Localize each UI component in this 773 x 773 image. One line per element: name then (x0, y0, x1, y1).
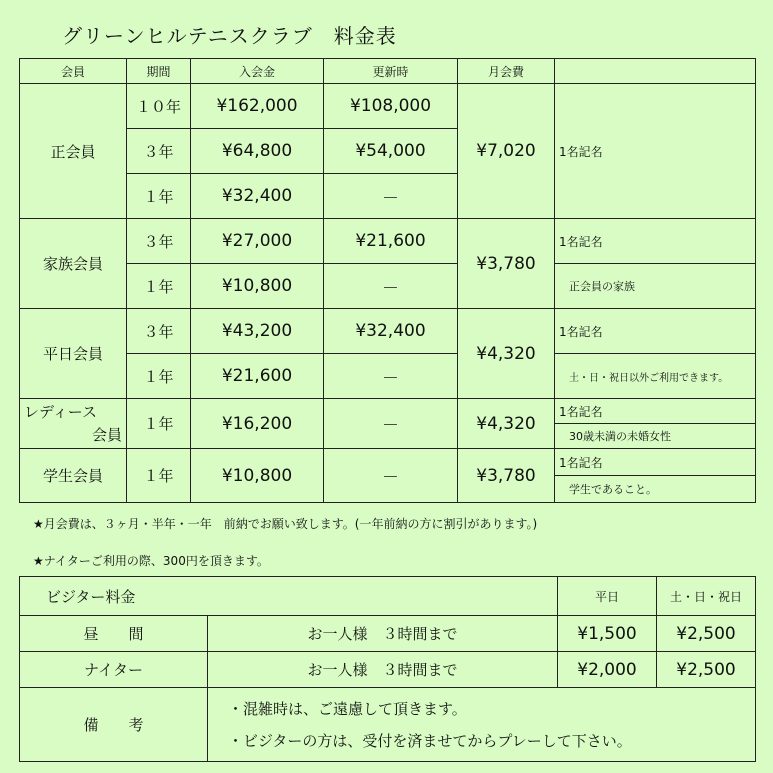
ladies-label-line2: 会員 (91, 425, 122, 444)
list-item: ・混雑時は、ご遠慮して頂きます。 (228, 699, 467, 718)
period-cell: ３年 (127, 219, 191, 264)
weekend-price: ¥2,500 (657, 616, 756, 652)
entry-fee-cell: ¥27,000 (191, 219, 324, 264)
period-cell: １年 (127, 449, 191, 503)
entry-fee-cell: ¥16,200 (191, 399, 324, 449)
visitor-daytime-label: 昼 間 (20, 616, 208, 652)
page-title: グリーンヒルテニスクラブ 料金表 (62, 24, 397, 48)
note-cell: 1名記名 (555, 399, 756, 424)
renewal-fee-cell: － (324, 354, 458, 399)
ladies-label-line1: レディース (24, 402, 98, 421)
student-member-label: 学生会員 (20, 449, 127, 503)
nighter-fee-note: ★ナイターご利用の際、300円を頂きます。 (33, 554, 269, 568)
monthly-fee-cell: ¥7,020 (458, 84, 555, 219)
fee-table-header (20, 59, 756, 84)
header-period: 期間 (127, 59, 191, 84)
period-cell: １年 (127, 174, 191, 219)
monthly-fee-note: ★月会費は、３ヶ月・半年・一年 前納でお願い致します。(一年前納の方に割引があります。) (33, 517, 538, 531)
weekday-member-label: 平日会員 (20, 309, 127, 399)
entry-fee-cell: ¥10,800 (191, 264, 324, 309)
renewal-fee-cell: ¥108,000 (324, 84, 458, 129)
visitor-title: ビジター料金 (20, 577, 558, 616)
renewal-fee-cell: － (324, 449, 458, 503)
entry-fee-cell: ¥10,800 (191, 449, 324, 503)
weekend-price: ¥2,500 (657, 652, 756, 688)
period-cell: １年 (127, 354, 191, 399)
renewal-fee-cell: ¥32,400 (324, 309, 458, 354)
table-row (20, 309, 756, 354)
note-detail-cell: 30歳未満の未婚女性 (555, 424, 756, 449)
visitor-night-label: ナイター (20, 652, 208, 688)
visitor-duration: お一人様 ３時間まで (208, 616, 558, 652)
note-detail-cell: 正会員の家族 (555, 264, 756, 309)
remarks-list (208, 693, 755, 757)
remarks-cell (208, 688, 756, 762)
note-cell: 1名記名 (555, 449, 756, 476)
remarks-label: 備 考 (20, 688, 208, 762)
table-row (20, 399, 756, 424)
note-cell: 1名記名 (555, 84, 756, 219)
period-cell: １年 (127, 399, 191, 449)
note-cell: 1名記名 (555, 309, 756, 354)
note-cell: 1名記名 (555, 219, 756, 264)
table-row (20, 264, 756, 309)
remarks-row (20, 688, 756, 762)
period-cell: １年 (127, 264, 191, 309)
header-note (555, 59, 756, 84)
renewal-fee-cell: － (324, 264, 458, 309)
period-cell: ３年 (127, 129, 191, 174)
weekday-price: ¥2,000 (558, 652, 657, 688)
monthly-fee-cell: ¥4,320 (458, 399, 555, 449)
table-row (20, 84, 756, 129)
table-row (20, 449, 756, 476)
table-row (20, 354, 756, 399)
renewal-fee-cell: ¥21,600 (324, 219, 458, 264)
note-detail-cell: 学生であること。 (555, 476, 756, 503)
monthly-fee-cell: ¥4,320 (458, 309, 555, 399)
entry-fee-cell: ¥43,200 (191, 309, 324, 354)
visitor-fee-table (19, 576, 756, 762)
header-monthly: 月会費 (458, 59, 555, 84)
entry-fee-cell: ¥32,400 (191, 174, 324, 219)
entry-fee-cell: ¥21,600 (191, 354, 324, 399)
header-weekend: 土・日・祝日 (657, 577, 756, 616)
header-entry-fee: 入会金 (191, 59, 324, 84)
list-item: ・ビジターの方は、受付を済ませてからプレーして下さい。 (228, 731, 632, 750)
regular-member-label: 正会員 (20, 84, 127, 219)
header-member: 会員 (20, 59, 127, 84)
ladies-member-label (20, 399, 127, 449)
table-row (20, 652, 756, 688)
header-renewal: 更新時 (324, 59, 458, 84)
table-row (20, 616, 756, 652)
weekday-price: ¥1,500 (558, 616, 657, 652)
entry-fee-cell: ¥64,800 (191, 129, 324, 174)
visitor-duration: お一人様 ３時間まで (208, 652, 558, 688)
table-row (20, 219, 756, 264)
monthly-fee-cell: ¥3,780 (458, 219, 555, 309)
entry-fee-cell: ¥162,000 (191, 84, 324, 129)
period-cell: ３年 (127, 309, 191, 354)
note-detail-cell: 土・日・祝日以外ご利用できます。 (555, 354, 756, 399)
monthly-fee-cell: ¥3,780 (458, 449, 555, 503)
header-weekday: 平日 (558, 577, 657, 616)
renewal-fee-cell: － (324, 399, 458, 449)
renewal-fee-cell: ¥54,000 (324, 129, 458, 174)
visitor-header-row (20, 577, 756, 616)
membership-fee-table (19, 58, 756, 503)
period-cell: １０年 (127, 84, 191, 129)
renewal-fee-cell: － (324, 174, 458, 219)
family-member-label: 家族会員 (20, 219, 127, 309)
